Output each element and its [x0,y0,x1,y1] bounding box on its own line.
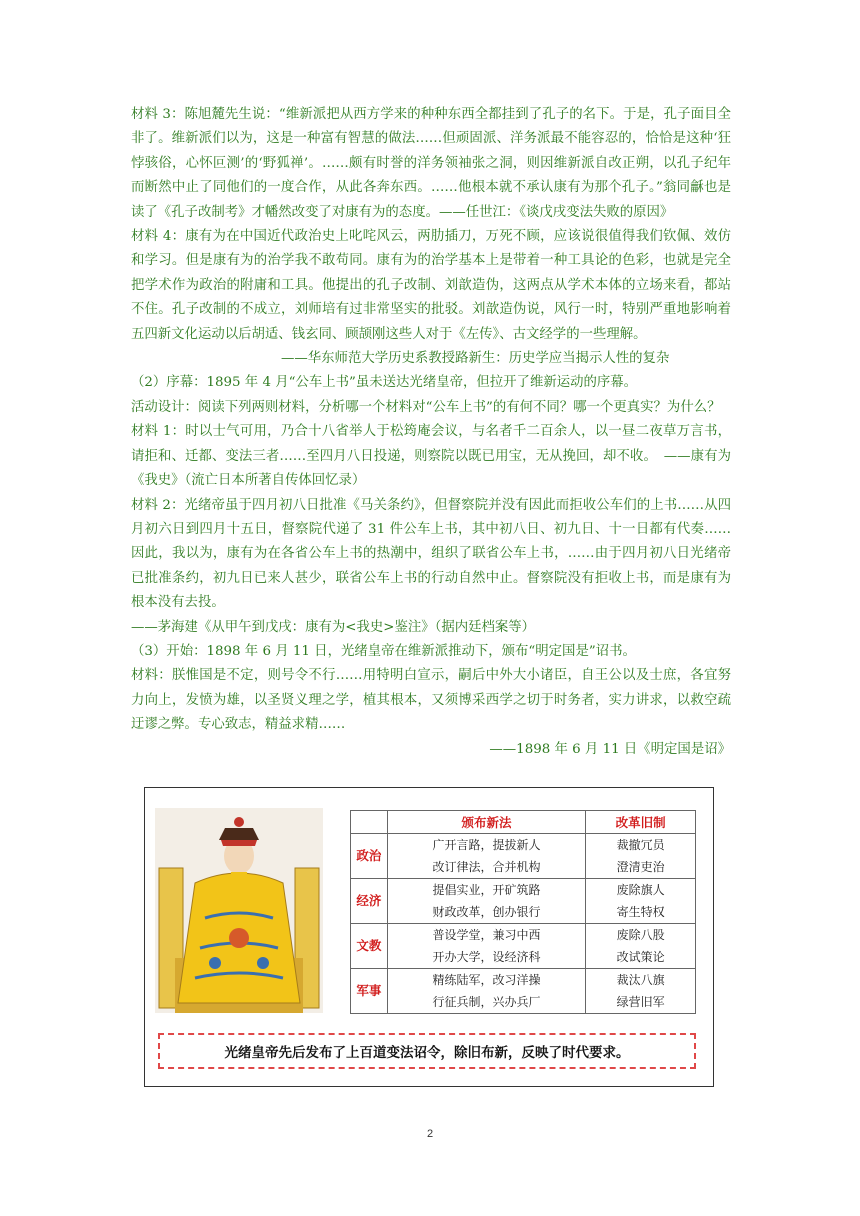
category-economy: 经济 [351,879,388,924]
new-law-item: 财政改革，创办银行 [432,905,541,919]
new-law-item: 普设学堂，兼习中西 [432,928,541,942]
table-row-military [351,969,696,1014]
section-2-heading: （2）序幕：1895 年 4 月“公车上书”虽未送达光绪皇帝，但拉开了维新运动的序幕。 [131,375,638,391]
new-law-item: 提倡实业，开矿筑路 [432,883,541,897]
category-politics: 政治 [351,834,388,879]
material-2: 材料 2：光绪帝虽于四月初八日批准《马关条约》，但督察院并没有因此而拒收公车们的上书……从四月初六日到四月十五日，督察院代递了 31 件公车上书，其中初八日、初九日、十一日都有代奏……因此，我以为，康有为在各省公车上书的热潮中，组织了联省公车上书，……由于四月初八日光绪帝已批准条约，初九日已来人甚少，联省公车上书的行动自然中止。督察院没有拒收上书，而是康有为根本没有去投。 [131,497,731,611]
category-education: 文教 [351,924,388,969]
material-4: 材料 4：康有为在中国近代政治史上叱咤风云，两肋插刀，万死不顾，应该说很值得我们钦佩、效仿和学习。但是康有为的治学我不敢苟同。康有为的治学基本上是带着一种工具论的色彩，也就是完全把学术作为政治的附庸和工具。他提出的孔子改制、刘歆造伪，这两点从学术本体的立场来看，都站不住。孔子改制的不成立，刘师培有过非常坚实的批驳。刘歆造伪说，风行一时，特别严重地影响着五四新文化运动以后胡适、钱玄同、顾颉刚这些人对于《左传》、古文经学的一些理解。 [131,229,731,342]
new-law-item: 行征兵制，兴办兵厂 [432,995,541,1009]
new-law-item: 开办大学，设经济科 [432,950,541,964]
table-row-politics [351,834,696,879]
material-1: 材料 1：时以士气可用，乃合十八省举人于松筠庵会议，与名者千二百余人，以一昼二夜草万言书，请拒和、迁都、变法三者……至四月八日投递，则察院以既已用宝，无从挽回，却不收。 ——康有为《我史》（流亡日本所著自传体回忆录） [131,424,731,489]
table-row-education [351,924,696,969]
material-3: 材料 3：陈旭麓先生说：“维新派把从西方学来的种种东西全都挂到了孔子的名下。于是，孔子面目全非了。维新派们以为，这是一种富有智慧的做法……但顽固派、洋务派最不能容忍的，恰恰是这种‘狂悖骇俗，心怀叵测’的‘野狐禅’。……颇有时誉的洋务领袖张之洞，则因维新派自改正朔，以孔子纪年而断然中止了同他们的一度合作，从此各奔东西。……他根本就不承认康有为那个孔子。”翁同龢也是读了《孔子改制考》才幡然改变了对康有为的态度。——任世江：《谈戊戌变法失败的原因》 [131,107,731,220]
old-system-item: 废除旗人 [616,883,665,897]
new-laws-cell [387,924,586,969]
new-laws-cell [387,969,586,1014]
page-number: 2 [426,1128,434,1140]
activity-design: 活动设计：阅读下列两则材料，分析哪一个材料对“公车上书”的有何不同？哪一个更真实？为什么？ [131,399,721,415]
old-system-item: 废除八股 [616,928,665,942]
header-new-laws: 颁布新法 [387,811,586,834]
old-system-item: 绿营旧军 [616,995,665,1009]
table-row-economy [351,879,696,924]
body-text [131,103,731,762]
source-citation: ——1898 年 6 月 11 日《明定国是诏》 [489,741,731,757]
source-citation: ——华东师范大学历史系教授路新生：历史学应当揭示人性的复杂 [281,351,670,367]
section-3-heading: （3）开始：1898 年 6 月 11 日，光绪皇帝在维新派推动下，颁布“明定国是”诏书。 [131,643,636,659]
old-system-item: 澄清吏治 [616,860,665,874]
new-laws-cell [387,879,586,924]
new-law-item: 改订律法，合并机构 [432,860,541,874]
old-system-item: 裁撤冗员 [616,838,665,852]
table-header-row [351,811,696,834]
old-system-item: 寄生特权 [616,905,665,919]
category-military: 军事 [351,969,388,1014]
old-system-cell [586,834,696,879]
emperor-portrait-icon [155,808,323,1013]
old-system-cell [586,969,696,1014]
old-system-item: 改试策论 [616,950,665,964]
new-laws-cell [387,834,586,879]
reform-table [350,810,696,1014]
old-system-cell [586,879,696,924]
reform-figure [144,787,714,1087]
new-law-item: 精练陆军，改习洋操 [432,973,541,987]
summary-banner: 光绪皇帝先后发布了上百道变法诏令，除旧布新，反映了时代要求。 [158,1033,696,1069]
old-system-cell [586,924,696,969]
edict-material: 材料：朕惟国是不定，则号令不行……用特明白宣示，嗣后中外大小诸臣，自王公以及士庶，各宜努力向上，发愤为雄，以圣贤义理之学，植其根本，又须博采西学之切于时务者，实力讲求，以救空疏迂谬之弊。专心致志，精益求精…… [131,668,731,733]
emperor-portrait-image [155,808,323,1013]
old-system-item: 裁汰八旗 [616,973,665,987]
source-citation: ——茅海建《从甲午到戊戌：康有为<我史>鉴注》（据内廷档案等） [131,619,536,635]
new-law-item: 广开言路，提拔新人 [432,838,541,852]
header-old-system: 改革旧制 [586,811,696,834]
header-category [351,811,388,834]
